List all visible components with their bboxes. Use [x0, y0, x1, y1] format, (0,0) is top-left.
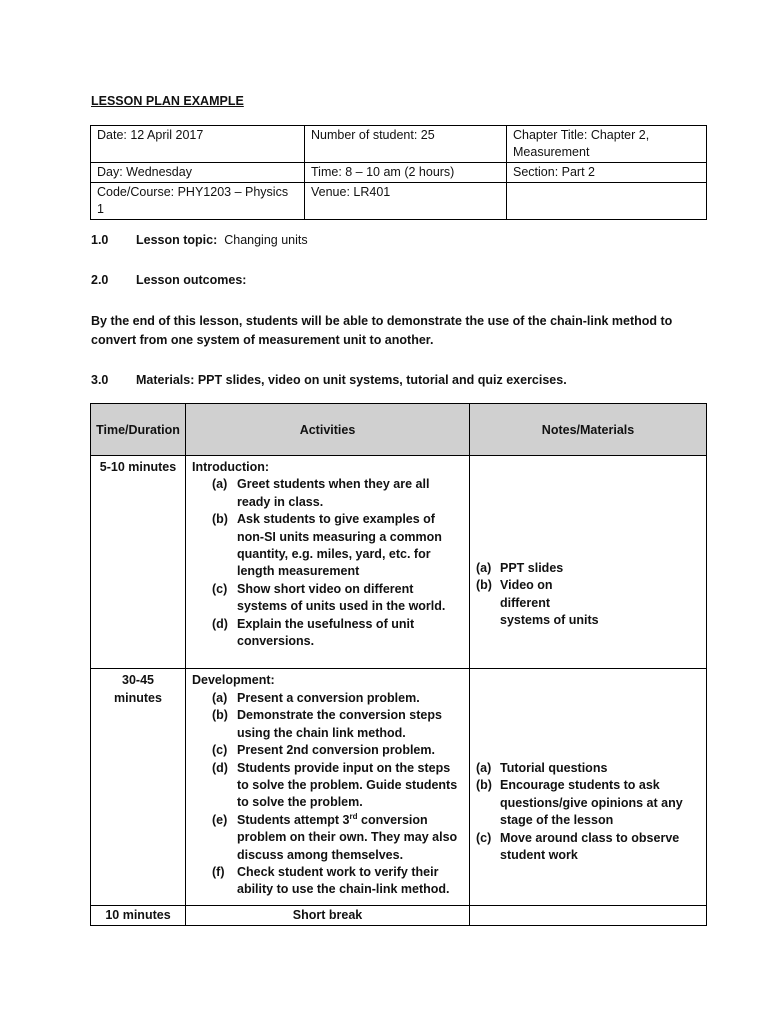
activity-list [192, 690, 463, 899]
list-item [192, 616, 463, 651]
info-row [91, 183, 707, 220]
item-marker: (a) [212, 690, 228, 705]
info-venue: Venue: LR401 [305, 183, 507, 220]
item-text: Demonstrate the conversion steps using the chain link method. [237, 708, 442, 740]
header-notes: Notes/Materials [470, 404, 707, 456]
item-marker: (a) [476, 560, 492, 575]
item-marker: (b) [476, 778, 492, 793]
lesson-topic-value: Changing units [224, 233, 308, 247]
item-marker: (a) [476, 760, 492, 775]
info-date: Date: 12 April 2017 [91, 126, 305, 163]
item-marker: (b) [476, 578, 492, 593]
section-number: 2.0 [91, 273, 109, 287]
section-materials [91, 373, 567, 387]
info-section: Section: Part 2 [507, 163, 707, 183]
item-text: Present 2nd conversion problem. [237, 743, 435, 758]
section-lesson-outcomes [91, 273, 246, 287]
info-empty [507, 183, 707, 220]
section-number: 3.0 [91, 373, 109, 387]
section-label: Lesson outcomes: [136, 273, 247, 287]
item-text: Greet students when they are all ready in class. [237, 477, 430, 509]
activity-list [192, 476, 463, 650]
item-marker: (c) [476, 830, 492, 845]
section-label: Materials: PPT slides, video on unit systems, tutorial and quiz exercises. [136, 373, 567, 387]
notes-list [476, 560, 700, 630]
item-text: Explain the usefulness of unit conversions. [237, 616, 415, 649]
info-chapter: Chapter Title: Chapter 2, Measurement [507, 126, 707, 163]
item-text [237, 812, 463, 864]
list-item [192, 812, 463, 864]
info-time: Time: 8 – 10 am (2 hours) [305, 163, 507, 183]
list-item [192, 690, 463, 707]
list-item [192, 707, 463, 742]
list-item [476, 577, 700, 629]
activity-heading: Introduction: [192, 460, 270, 474]
item-text: Students provide input on the steps to solve the problem. Guide students to solve the problem. [237, 760, 458, 810]
list-item [192, 864, 463, 899]
item-marker: (c) [212, 581, 228, 596]
item-marker: (b) [212, 708, 228, 723]
list-item [476, 560, 700, 577]
lesson-plan-table [90, 403, 707, 926]
notes-cell [470, 669, 707, 905]
list-item [192, 511, 463, 581]
item-text: Show short video on different systems of units used in the world. [237, 581, 446, 614]
notes-cell [470, 456, 707, 669]
item-marker: (d) [212, 616, 228, 631]
item-marker: (b) [212, 512, 228, 527]
item-text: PPT slides [500, 560, 564, 575]
item-text-part: Students attempt 3 [237, 812, 350, 827]
activities-cell: Short break [186, 905, 470, 925]
item-text: Encourage students to ask questions/give opinions at any stage of the lesson [500, 778, 683, 828]
item-text: Present a conversion problem. [237, 690, 420, 705]
document-title: LESSON PLAN EXAMPLE [91, 94, 244, 108]
section-number: 1.0 [91, 233, 109, 247]
item-marker: (a) [212, 477, 228, 492]
outcome-paragraph: By the end of this lesson, students will be able to demonstrate the use of the chain-link method to convert from one system of measurement unit to another. [91, 314, 673, 347]
item-text: Video on different systems of units [500, 578, 599, 628]
activities-cell [186, 669, 470, 905]
header-time: Time/Duration [91, 404, 186, 456]
info-row [91, 126, 707, 163]
header-row [91, 404, 707, 456]
list-item [192, 476, 463, 511]
info-course: Code/Course: PHY1203 – Physics 1 [91, 183, 305, 220]
section-lesson-topic [91, 233, 308, 247]
time-cell: 5-10 minutes [91, 456, 186, 669]
info-students: Number of student: 25 [305, 126, 507, 163]
time-cell: 10 minutes [91, 905, 186, 925]
table-row [91, 669, 707, 905]
activity-heading: Development: [192, 673, 275, 688]
notes-list [476, 760, 700, 864]
item-text: Ask students to give examples of non-SI units measuring a common quantity, e.g. miles, yard, etc. for length measurement [237, 512, 442, 579]
list-item [192, 581, 463, 616]
list-item [192, 760, 463, 812]
table-row [91, 905, 707, 925]
item-text: Move around class to observe student work [500, 830, 680, 862]
ordinal-superscript: rd [349, 811, 358, 821]
table-row [91, 456, 707, 669]
notes-cell [470, 905, 707, 925]
lesson-info-table [90, 125, 707, 220]
item-text: Tutorial questions [500, 760, 608, 775]
item-marker: (c) [212, 743, 228, 758]
item-text: Check student work to verify their ability to use the chain-link method. [237, 864, 450, 897]
time-cell: 30-45 minutes [91, 669, 186, 905]
list-item [476, 830, 700, 865]
item-marker: (d) [212, 760, 228, 775]
info-row [91, 163, 707, 183]
item-text-part: conversion problem on their own. They may also discuss among themselves. [237, 812, 458, 862]
item-marker: (e) [212, 812, 228, 827]
list-item [476, 760, 700, 777]
section-label: Lesson topic: [136, 233, 218, 247]
list-item [476, 777, 700, 829]
item-marker: (f) [212, 864, 225, 879]
info-day: Day: Wednesday [91, 163, 305, 183]
header-activities: Activities [186, 404, 470, 456]
activities-cell [186, 456, 470, 669]
list-item [192, 742, 463, 759]
